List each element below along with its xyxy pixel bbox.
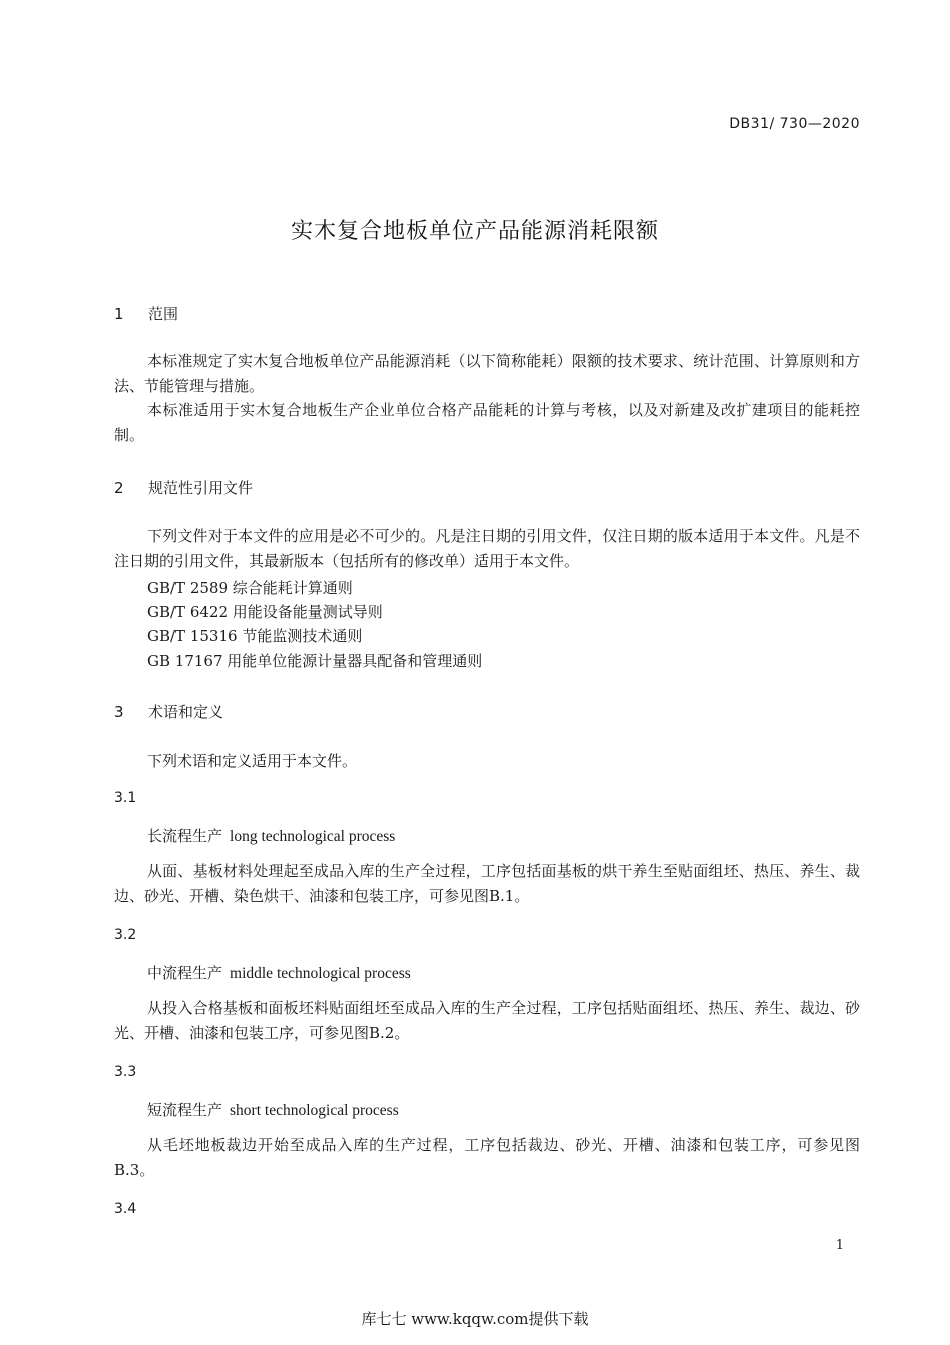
- reference-item: GB/T 6422 用能设备能量测试导则: [147, 603, 383, 621]
- term-entry: [147, 825, 395, 846]
- term-english: middle technological process: [230, 965, 411, 982]
- page-number: 1: [835, 1238, 844, 1253]
- reference-item: GB/T 2589 综合能耗计算通则: [147, 579, 353, 597]
- section-heading-references: [114, 477, 253, 498]
- clause-number: 3.3: [114, 1064, 137, 1080]
- term-definition: 从面、基板材料处理起至成品入库的生产全过程，工序包括面基板的烘干养生至贴面组坯、热压、养生、裁边、砂光、开槽、染色烘干、油漆和包装工序，可参见图B.1。: [114, 862, 860, 905]
- clause-number: 3.4: [114, 1201, 137, 1217]
- term-english: short technological process: [230, 1102, 399, 1119]
- scope-paragraph-2: 本标准适用于实木复合地板生产企业单位合格产品能耗的计算与考核，以及对新建及改扩建项目的能耗控制。: [114, 401, 860, 444]
- section-number: 1: [114, 305, 124, 323]
- term-chinese: 中流程生产: [147, 964, 223, 982]
- section-title: 规范性引用文件: [148, 479, 254, 497]
- term-entry: [147, 962, 411, 983]
- scope-paragraph-1: 本标准规定了实木复合地板单位产品能源消耗（以下简称能耗）限额的技术要求、统计范围、计算原则和方法、节能管理与措施。: [114, 352, 860, 395]
- term-chinese: 短流程生产: [147, 1101, 223, 1119]
- section-number: 2: [114, 479, 124, 497]
- clause-number: 3.1: [114, 790, 137, 806]
- section-heading-scope: [114, 303, 178, 324]
- section-number: 3: [114, 703, 124, 721]
- document-title: 实木复合地板单位产品能源消耗限额: [290, 219, 659, 244]
- reference-item: GB 17167 用能单位能源计量器具配备和管理通则: [147, 652, 483, 670]
- download-footer: 库七七 www.kqqw.com提供下载: [361, 1310, 589, 1328]
- standard-number: DB31/ 730—2020: [729, 116, 860, 132]
- term-definition: 从毛坯地板裁边开始至成品入库的生产过程，工序包括裁边、砂光、开槽、油漆和包装工序，可参见图B.3。: [114, 1136, 860, 1179]
- term-definition: 从投入合格基板和面板坯料贴面组坯至成品入库的生产全过程，工序包括贴面组坯、热压、养生、裁边、砂光、开槽、油漆和包装工序，可参见图B.2。: [114, 999, 860, 1042]
- section-heading-terms: [114, 701, 223, 722]
- section-title: 范围: [148, 305, 179, 323]
- references-paragraph: 下列文件对于本文件的应用是必不可少的。凡是注日期的引用文件，仅注日期的版本适用于本文件。凡是不注日期的引用文件，其最新版本（包括所有的修改单）适用于本文件。: [114, 527, 860, 570]
- terms-intro: 下列术语和定义适用于本文件。: [147, 752, 358, 770]
- term-chinese: 长流程生产: [147, 827, 223, 845]
- section-title: 术语和定义: [148, 703, 224, 721]
- clause-number: 3.2: [114, 927, 137, 943]
- reference-item: GB/T 15316 节能监测技术通则: [147, 627, 363, 645]
- term-entry: [147, 1099, 399, 1120]
- term-english: long technological process: [230, 828, 396, 845]
